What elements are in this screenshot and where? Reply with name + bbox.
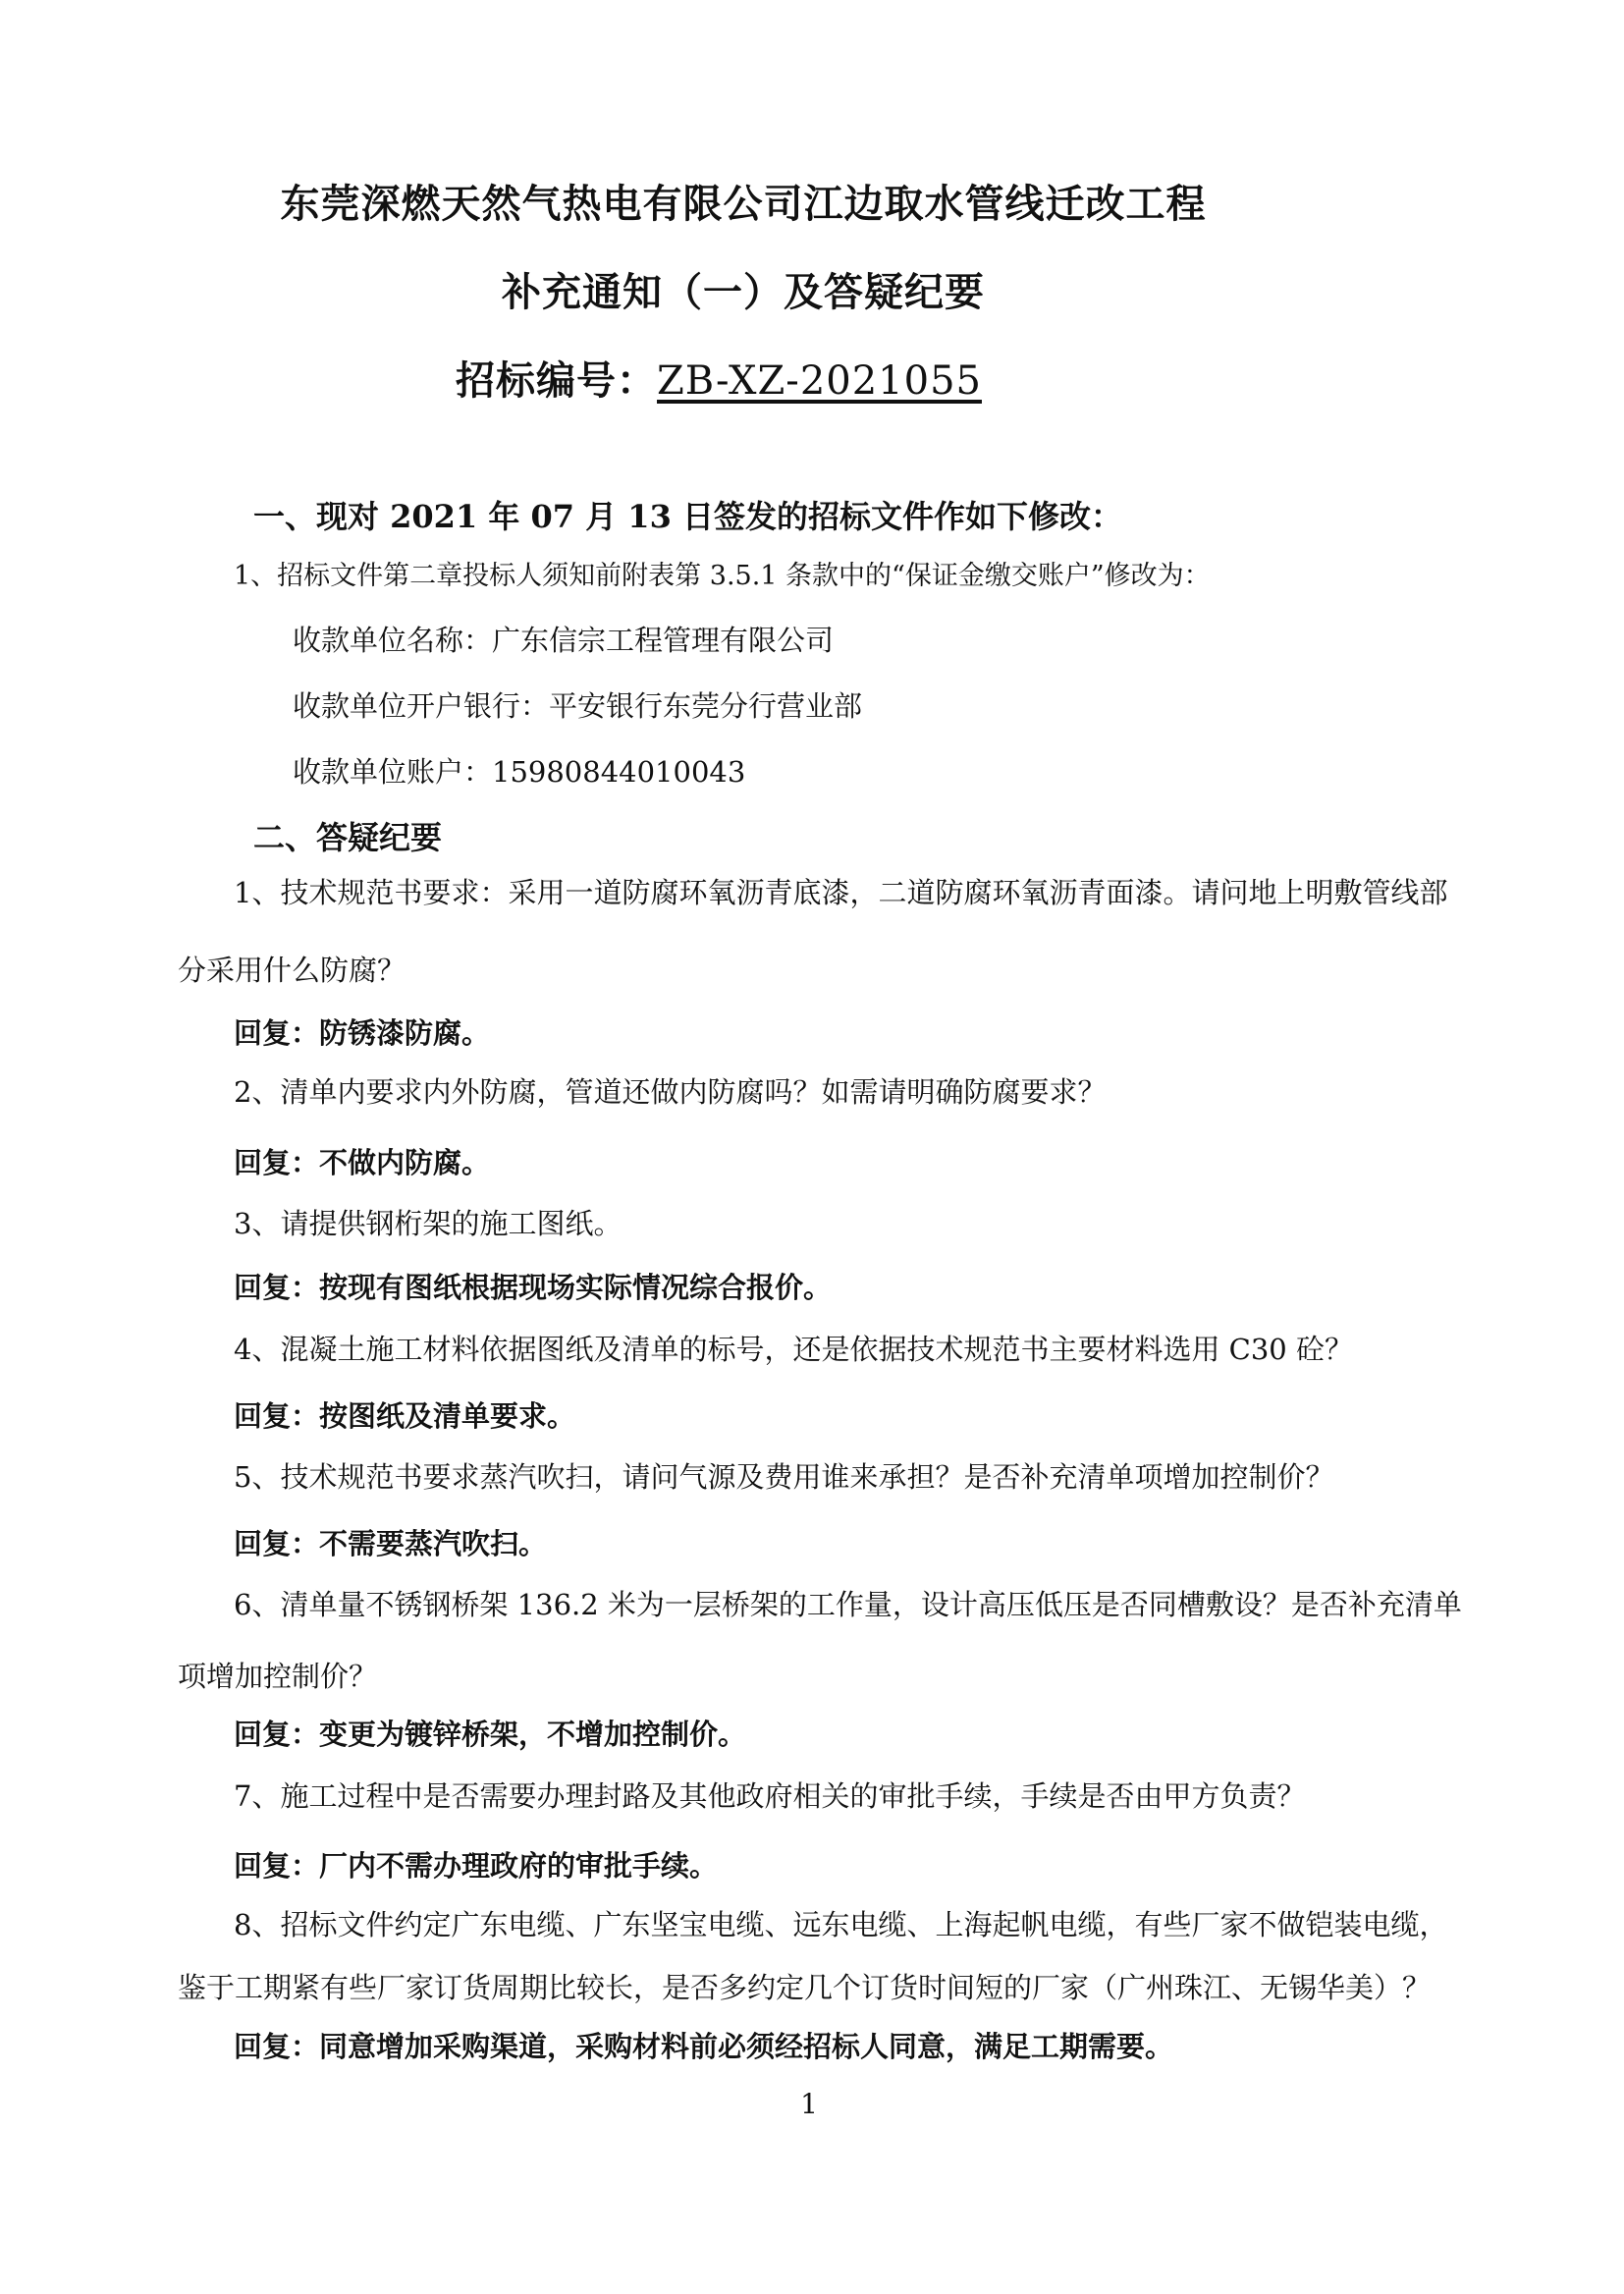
document-title-line1: 东莞深燃天然气热电有限公司江边取水管线迁改工程 bbox=[280, 181, 1207, 227]
answer-2: 回复：不做内防腐。 bbox=[234, 1146, 491, 1179]
payee-name: 收款单位名称：广东信宗工程管理有限公司 bbox=[293, 624, 835, 657]
answer-5: 回复：不需要蒸汽吹扫。 bbox=[234, 1527, 548, 1560]
question-6-line1: 6、清单量不锈钢桥架 136.2 米为一层桥架的工作量，设计高压低压是否同槽敷设？是否补充清单 bbox=[234, 1588, 1462, 1621]
question-1-line1: 1、技术规范书要求：采用一道防腐环氧沥青底漆，二道防腐环氧沥青面漆。请问地上明敷管线部 bbox=[234, 876, 1448, 909]
question-2: 2、清单内要求内外防腐，管道还做内防腐吗？如需请明确防腐要求？ bbox=[234, 1075, 1107, 1109]
answer-3: 回复：按现有图纸根据现场实际情况综合报价。 bbox=[234, 1271, 833, 1304]
answer-4: 回复：按图纸及清单要求。 bbox=[234, 1399, 576, 1433]
tender-number: ZB-XZ-2021055 bbox=[657, 358, 982, 404]
question-7: 7、施工过程中是否需要办理封路及其他政府相关的审批手续，手续是否由甲方负责？ bbox=[234, 1779, 1306, 1813]
question-6-line2: 项增加控制价？ bbox=[178, 1660, 378, 1693]
payee-account: 收款单位账户：15980844010043 bbox=[293, 755, 746, 789]
payee-bank: 收款单位开户银行：平安银行东莞分行营业部 bbox=[293, 689, 863, 723]
section1-item1: 1、招标文件第二章投标人须知前附表第 3.5.1 条款中的“保证金缴交账户”修改为： bbox=[234, 561, 1211, 591]
question-5: 5、技术规范书要求蒸汽吹扫，请问气源及费用谁来承担？是否补充清单项增加控制价？ bbox=[234, 1460, 1334, 1494]
question-3: 3、请提供钢桁架的施工图纸。 bbox=[234, 1207, 623, 1240]
question-1-line2: 分采用什么防腐？ bbox=[178, 954, 406, 987]
question-8-line2: 鉴于工期紧有些厂家订货周期比较长，是否多约定几个订货时间短的厂家（广州珠江、无锡华美）？ bbox=[178, 1971, 1432, 2004]
section1-heading: 一、现对 2021 年 07 月 13 日签发的招标文件作如下修改： bbox=[253, 498, 1122, 535]
tender-number-label: 招标编号： bbox=[456, 357, 658, 404]
answer-7: 回复：厂内不需办理政府的审批手续。 bbox=[234, 1849, 719, 1883]
section2-heading: 二、答疑纪要 bbox=[253, 819, 443, 856]
page-number: 1 bbox=[800, 2088, 818, 2120]
answer-1: 回复：防锈漆防腐。 bbox=[234, 1016, 491, 1050]
document-title-line2: 补充通知（一）及答疑纪要 bbox=[502, 269, 985, 315]
question-4: 4、混凝土施工材料依据图纸及清单的标号，还是依据技术规范书主要材料选用 C30 砼？ bbox=[234, 1333, 1353, 1366]
answer-8: 回复：同意增加采购渠道，采购材料前必须经招标人同意，满足工期需要。 bbox=[234, 2030, 1174, 2063]
answer-6: 回复：变更为镀锌桥架，不增加控制价。 bbox=[234, 1718, 747, 1751]
question-8-line1: 8、招标文件约定广东电缆、广东坚宝电缆、远东电缆、上海起帆电缆，有些厂家不做铠装电缆， bbox=[234, 1908, 1448, 1941]
tender-number-line bbox=[0, 350, 1624, 406]
